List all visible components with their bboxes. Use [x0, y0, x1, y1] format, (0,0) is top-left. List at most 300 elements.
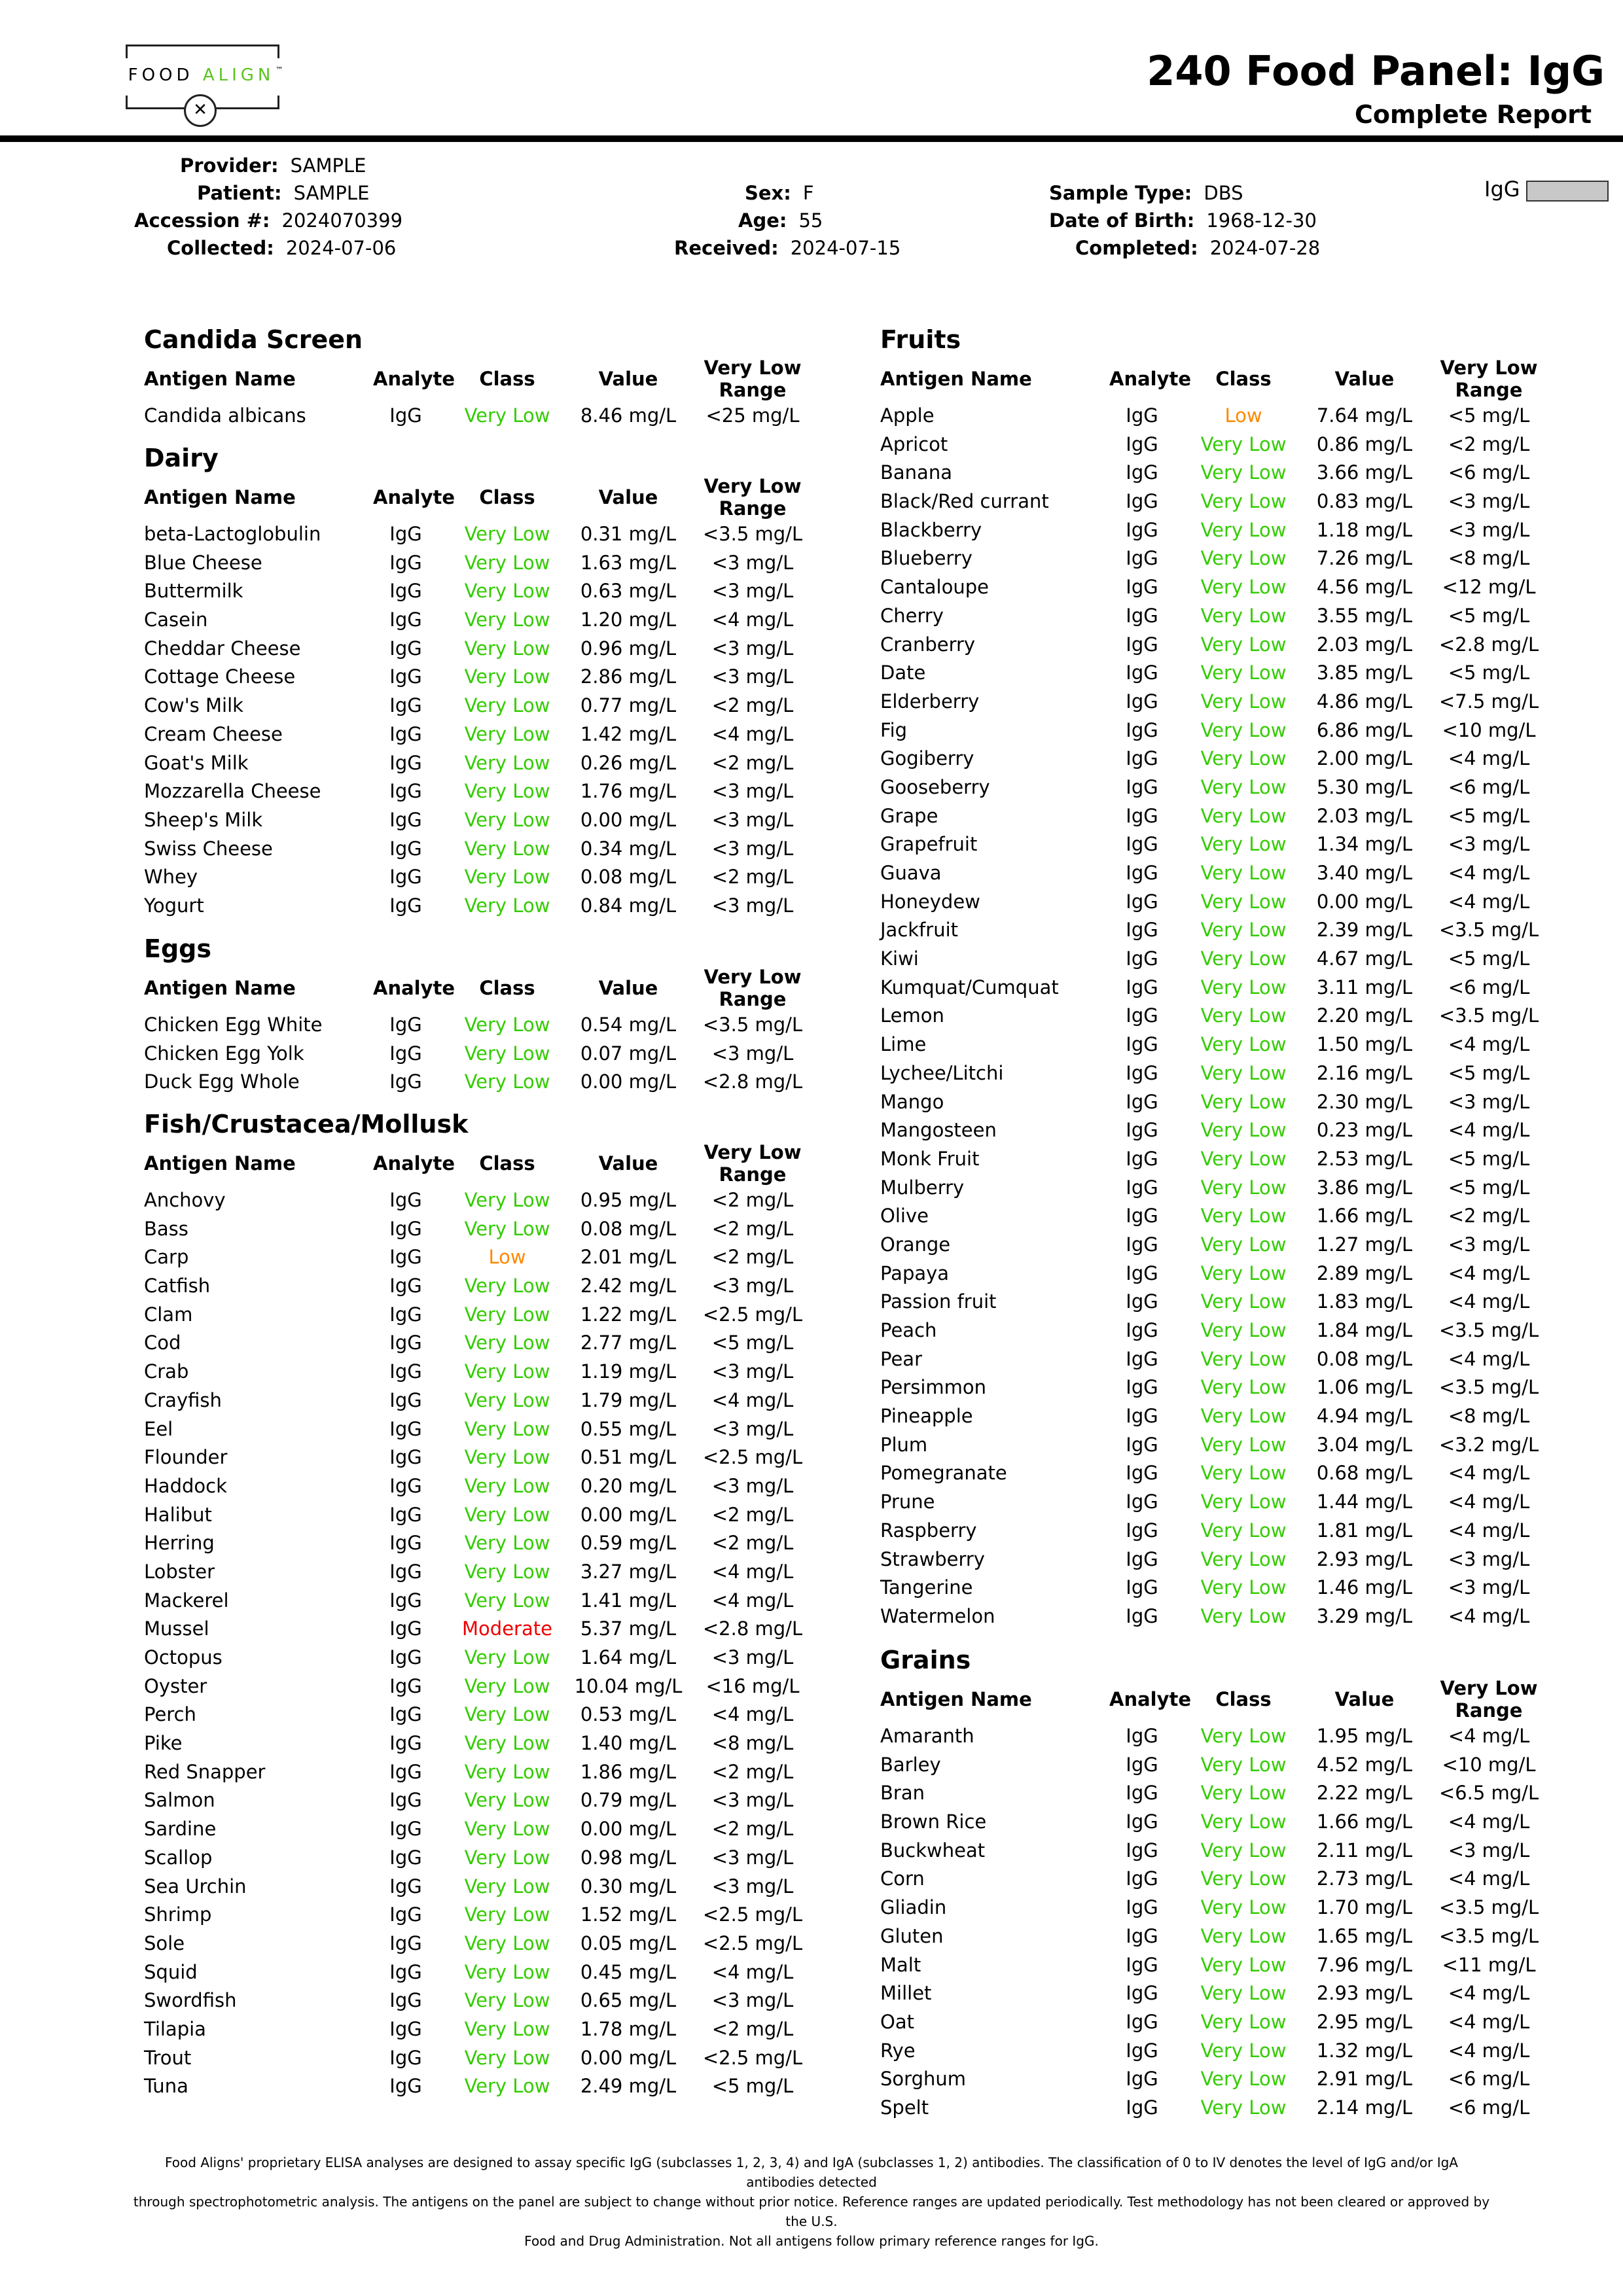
class-badge: Very Low — [1200, 1753, 1287, 1776]
table-row — [144, 1186, 805, 1215]
table-header — [144, 356, 805, 402]
class-badge: Very Low — [1200, 1896, 1287, 1919]
antigen-name: Mangosteen — [880, 1119, 997, 1142]
section-candida-screen — [144, 323, 805, 431]
reference-range: <2.5 mg/L — [702, 1903, 803, 1926]
class-badge: Very Low — [464, 1674, 550, 1697]
table-row — [880, 1174, 1541, 1203]
antigen-name: Oyster — [144, 1674, 207, 1697]
analyte: IgG — [389, 1532, 422, 1555]
value: 1.86 mg/L — [580, 1760, 677, 1783]
class-badge: Very Low — [1200, 1782, 1287, 1805]
antigen-name: Banana — [880, 461, 952, 484]
table-row — [144, 2015, 805, 2044]
accession-value: 2024070399 — [281, 209, 403, 232]
class-badge: Very Low — [1200, 1176, 1287, 1199]
reference-range: <5 mg/L — [1448, 804, 1530, 827]
reference-range: <3 mg/L — [1448, 1839, 1530, 1862]
table-row — [144, 635, 805, 663]
table-row — [880, 1459, 1541, 1488]
analyte: IgG — [1126, 1924, 1158, 1947]
value: 0.05 mg/L — [580, 1932, 677, 1954]
reference-range: <4 mg/L — [1448, 1033, 1530, 1056]
table-header — [144, 1140, 805, 1186]
reference-range: <6 mg/L — [1448, 2068, 1530, 2091]
antigen-name: Swiss Cheese — [144, 837, 273, 860]
value: 2.53 mg/L — [1316, 1147, 1413, 1170]
collected-row — [134, 234, 402, 262]
table-row — [880, 716, 1541, 745]
antigen-name: Pear — [880, 1347, 922, 1370]
value: 0.00 mg/L — [580, 1070, 677, 1093]
footer-line-1: Food Aligns' proprietary ELISA analyses are designed to assay specific IgG (subclasses 1, 2, 3, 4) and IgA (subclasses 1, 2) antibodies. The classification of 0 to IV denotes the level of IgG and/or IgA antibodies detected — [165, 2155, 1458, 2190]
value: 1.50 mg/L — [1316, 1033, 1413, 1056]
section-dairy — [144, 442, 805, 921]
value: 2.30 mg/L — [1316, 1090, 1413, 1113]
reference-range: <3.5 mg/L — [702, 523, 803, 545]
table-row — [880, 2094, 1541, 2123]
reference-range: <3.5 mg/L — [1438, 1896, 1539, 1919]
analyte: IgG — [389, 1732, 422, 1755]
analyte: IgG — [1126, 833, 1158, 856]
analyte: IgG — [389, 1646, 422, 1669]
antigen-name: Date — [880, 662, 926, 684]
reference-range: <3 mg/L — [1448, 1576, 1530, 1599]
table-row — [880, 1837, 1541, 1865]
class-badge: Very Low — [1200, 1491, 1287, 1513]
class-badge: Very Low — [464, 1989, 550, 2012]
analyte: IgG — [389, 866, 422, 889]
antigen-name: Cow's Milk — [144, 694, 243, 717]
value: 2.20 mg/L — [1316, 1004, 1413, 1027]
report-subtitle: Complete Report — [1354, 100, 1592, 129]
logo-text-align: ALIGN — [202, 65, 275, 85]
table-row — [880, 631, 1541, 660]
reference-range: <3 mg/L — [711, 894, 794, 917]
table-row — [144, 1529, 805, 1558]
reference-range: <8 mg/L — [1448, 1405, 1530, 1428]
header-range-line-1: Very Low — [704, 966, 802, 988]
antigen-name: Blueberry — [880, 547, 972, 570]
report-title: 240 Food Panel: IgG — [1147, 47, 1605, 95]
analyte: IgG — [389, 894, 422, 917]
header-antigen-name: Antigen Name — [880, 368, 1032, 390]
reference-range: <4 mg/L — [711, 1960, 794, 1983]
reference-range: <2 mg/L — [711, 1217, 794, 1240]
table-row — [880, 1231, 1541, 1260]
value: 1.20 mg/L — [580, 609, 677, 631]
reference-range: <6 mg/L — [1448, 976, 1530, 998]
class-badge: Very Low — [464, 722, 550, 745]
class-badge: Very Low — [1200, 1604, 1287, 1627]
table-row — [880, 1865, 1541, 1894]
value: 3.04 mg/L — [1316, 1433, 1413, 1456]
header-range-line-2: Range — [719, 379, 787, 401]
table-row — [144, 1358, 805, 1386]
table-row — [144, 1786, 805, 1815]
table-row — [880, 573, 1541, 602]
analyte: IgG — [1126, 1462, 1158, 1485]
patient-value: SAMPLE — [293, 182, 370, 204]
value: 0.45 mg/L — [580, 1960, 677, 1983]
analyte: IgG — [389, 722, 422, 745]
class-badge: Very Low — [464, 523, 550, 545]
class-badge: Very Low — [464, 1589, 550, 1612]
class-badge: Very Low — [464, 404, 550, 427]
antigen-name: Lobster — [144, 1560, 215, 1583]
reference-range: <3.5 mg/L — [702, 1014, 803, 1036]
reference-range: <3 mg/L — [711, 1846, 794, 1869]
analyte: IgG — [1126, 433, 1158, 455]
analyte: IgG — [1126, 804, 1158, 827]
class-badge: Very Low — [1200, 1810, 1287, 1833]
table-row — [144, 1443, 805, 1472]
table-row — [880, 544, 1541, 573]
antigen-name: Watermelon — [880, 1604, 995, 1627]
reference-range: <3.5 mg/L — [1438, 919, 1539, 942]
class-badge: Very Low — [1200, 747, 1287, 770]
class-badge: Very Low — [464, 694, 550, 717]
table-row — [144, 892, 805, 921]
value: 0.23 mg/L — [1316, 1119, 1413, 1142]
value: 1.34 mg/L — [1316, 833, 1413, 856]
analyte: IgG — [389, 637, 422, 660]
table-row — [144, 1958, 805, 1987]
reference-range: <3.5 mg/L — [1438, 1319, 1539, 1341]
analyte: IgG — [389, 1846, 422, 1869]
table-row — [144, 1901, 805, 1930]
analyte: IgG — [1126, 1061, 1158, 1084]
value: 1.81 mg/L — [1316, 1519, 1413, 1542]
reference-range: <2.5 mg/L — [702, 1446, 803, 1469]
antigen-name: Black/Red currant — [880, 490, 1049, 513]
antigen-name: Clam — [144, 1303, 193, 1326]
analyte: IgG — [389, 837, 422, 860]
igg-legend-label: IgG — [1484, 177, 1520, 202]
value: 0.07 mg/L — [580, 1042, 677, 1065]
class-badge: Very Low — [1200, 2010, 1287, 2033]
class-badge: Very Low — [1200, 490, 1287, 513]
analyte: IgG — [1126, 1262, 1158, 1284]
table-header — [880, 356, 1541, 402]
footer-line-2: through spectrophotometric analysis. The antigens on the panel are subject to change without prior notice. Reference ranges are updated periodically. Test methodology has not been cleared or approved by the U.S. — [133, 2194, 1490, 2229]
class-badge: Very Low — [464, 1875, 550, 1898]
antigen-name: Scallop — [144, 1846, 213, 1869]
reference-range: <5 mg/L — [711, 1332, 794, 1354]
reference-range: <3 mg/L — [711, 1275, 794, 1298]
class-badge: Very Low — [464, 1275, 550, 1298]
class-badge: Very Low — [1200, 1462, 1287, 1485]
header-range-line-2: Range — [1455, 1699, 1523, 1722]
analyte: IgG — [389, 1042, 422, 1065]
header-range-line-2: Range — [719, 1163, 787, 1186]
antigen-name: Mango — [880, 1090, 944, 1113]
table-row — [880, 1488, 1541, 1517]
analyte: IgG — [389, 1589, 422, 1612]
antigen-name: Lemon — [880, 1004, 944, 1027]
class-badge: Very Low — [1200, 775, 1287, 798]
table-row — [144, 577, 805, 606]
header-antigen-name: Antigen Name — [144, 977, 296, 999]
value: 1.27 mg/L — [1316, 1233, 1413, 1256]
header-antigen-name: Antigen Name — [880, 1688, 1032, 1710]
antigen-name: Crayfish — [144, 1388, 222, 1411]
table-row — [880, 1431, 1541, 1460]
value: 5.37 mg/L — [580, 1617, 677, 1640]
analyte: IgG — [389, 1446, 422, 1469]
table-row — [144, 1644, 805, 1672]
header-analyte: Analyte — [373, 1152, 455, 1174]
reference-range: <4 mg/L — [711, 1560, 794, 1583]
logo-text-food: FOOD — [128, 65, 194, 85]
received-label: Received: — [674, 237, 779, 259]
class-badge: Very Low — [464, 1732, 550, 1755]
table-row — [880, 1545, 1541, 1574]
table-row — [144, 1987, 805, 2015]
header-antigen-name: Antigen Name — [144, 486, 296, 508]
reference-range: <3 mg/L — [711, 1474, 794, 1497]
analyte: IgG — [1126, 1405, 1158, 1428]
antigen-name: Spelt — [880, 2096, 929, 2119]
provider-row — [134, 152, 402, 179]
value: 3.86 mg/L — [1316, 1176, 1413, 1199]
value: 3.85 mg/L — [1316, 662, 1413, 684]
antigen-name: Duck Egg Whole — [144, 1070, 300, 1093]
analyte: IgG — [389, 1674, 422, 1697]
value: 1.95 mg/L — [1316, 1725, 1413, 1747]
value: 1.41 mg/L — [580, 1589, 677, 1612]
value: 2.11 mg/L — [1316, 1839, 1413, 1862]
antigen-name: Prune — [880, 1491, 935, 1513]
analyte: IgG — [1126, 1519, 1158, 1542]
table-row — [880, 974, 1541, 1002]
reference-range: <4 mg/L — [711, 609, 794, 631]
reference-range: <3 mg/L — [711, 837, 794, 860]
value: 7.96 mg/L — [1316, 1953, 1413, 1976]
header-very-low-range — [700, 966, 805, 1010]
reference-range: <2 mg/L — [1448, 1205, 1530, 1227]
antigen-name: Kiwi — [880, 947, 919, 970]
patient-row — [134, 179, 402, 207]
received-value: 2024-07-15 — [790, 237, 901, 259]
value: 0.65 mg/L — [580, 1989, 677, 2012]
reference-range: <3 mg/L — [711, 665, 794, 688]
antigen-name: Goat's Milk — [144, 751, 249, 774]
table-row — [144, 1068, 805, 1097]
class-badge: Very Low — [464, 1703, 550, 1726]
class-badge: Very Low — [464, 894, 550, 917]
antigen-name: Gooseberry — [880, 775, 990, 798]
antigen-name: Millet — [880, 1982, 932, 2005]
antigen-name: Honeydew — [880, 890, 980, 913]
header-value: Value — [598, 368, 658, 390]
age-value: 55 — [798, 209, 823, 232]
header-value: Value — [598, 1152, 658, 1174]
value: 10.04 mg/L — [574, 1674, 683, 1697]
analyte: IgG — [389, 1760, 422, 1783]
analyte: IgG — [1126, 461, 1158, 484]
table-row — [880, 1002, 1541, 1031]
reference-range: <2 mg/L — [711, 1532, 794, 1555]
reference-range: <4 mg/L — [711, 1589, 794, 1612]
header-very-low-range — [700, 475, 805, 520]
table-row — [144, 1615, 805, 1644]
antigen-name: Amaranth — [880, 1725, 974, 1747]
footer-line-3: Food and Drug Administration. Not all antigens follow primary reference ranges for IgG. — [524, 2233, 1099, 2249]
class-badge: Very Low — [1200, 2039, 1287, 2062]
header-class: Class — [1215, 368, 1272, 390]
header-value: Value — [1334, 1688, 1395, 1710]
analyte: IgG — [389, 1789, 422, 1812]
antigen-name: Chicken Egg Yolk — [144, 1042, 304, 1065]
header-very-low-range — [1436, 357, 1541, 401]
value: 1.19 mg/L — [580, 1360, 677, 1383]
value: 2.93 mg/L — [1316, 1547, 1413, 1570]
reference-range: <2 mg/L — [711, 751, 794, 774]
table-row — [144, 1587, 805, 1616]
header-range-line-2: Range — [719, 988, 787, 1010]
analyte: IgG — [1126, 1433, 1158, 1456]
table-row — [880, 402, 1541, 431]
class-badge: Very Low — [464, 1014, 550, 1036]
class-badge: Very Low — [1200, 576, 1287, 599]
reference-range: <5 mg/L — [1448, 404, 1530, 427]
value: 1.65 mg/L — [1316, 1924, 1413, 1947]
table-row — [144, 1815, 805, 1844]
reference-range: <4 mg/L — [1448, 1119, 1530, 1142]
antigen-name: Monk Fruit — [880, 1147, 980, 1170]
antigen-name: Cottage Cheese — [144, 665, 296, 688]
reference-range: <4 mg/L — [1448, 1262, 1530, 1284]
reference-range: <2 mg/L — [711, 1189, 794, 1211]
analyte: IgG — [389, 1070, 422, 1093]
provider-label: Provider: — [180, 154, 279, 177]
reference-range: <2 mg/L — [711, 1760, 794, 1783]
patient-label: Patient: — [197, 182, 282, 204]
table-row — [880, 1316, 1541, 1345]
value: 4.52 mg/L — [1316, 1753, 1413, 1776]
header-class: Class — [479, 368, 535, 390]
table-row — [144, 663, 805, 692]
reference-range: <7.5 mg/L — [1438, 690, 1539, 713]
class-badge: Very Low — [1200, 1953, 1287, 1976]
value: 4.94 mg/L — [1316, 1405, 1413, 1428]
antigen-name: Cherry — [880, 604, 944, 627]
value: 0.30 mg/L — [580, 1875, 677, 1898]
header-antigen-name: Antigen Name — [144, 368, 296, 390]
table-header — [880, 1676, 1541, 1722]
value: 7.26 mg/L — [1316, 547, 1413, 570]
analyte: IgG — [389, 1303, 422, 1326]
antigen-name: Salmon — [144, 1789, 215, 1812]
analyte: IgG — [389, 1189, 422, 1211]
header-class: Class — [1215, 1688, 1272, 1710]
table-row — [144, 1386, 805, 1415]
table-row — [880, 773, 1541, 802]
value: 0.83 mg/L — [1316, 490, 1413, 513]
value: 3.66 mg/L — [1316, 461, 1413, 484]
reference-range: <4 mg/L — [1448, 2039, 1530, 2062]
class-badge: Very Low — [1200, 1205, 1287, 1227]
class-badge: Very Low — [1200, 947, 1287, 970]
reference-range: <2.5 mg/L — [702, 1303, 803, 1326]
analyte: IgG — [1126, 2068, 1158, 2091]
sex-label: Sex: — [745, 182, 791, 204]
table-row — [144, 1011, 805, 1040]
analyte: IgG — [1126, 1290, 1158, 1313]
reference-range: <3.5 mg/L — [1438, 1376, 1539, 1399]
antigen-name: Yogurt — [144, 894, 204, 917]
value: 1.66 mg/L — [1316, 1810, 1413, 1833]
header-class: Class — [479, 1152, 535, 1174]
header-analyte: Analyte — [1109, 1688, 1192, 1710]
class-badge: Very Low — [1200, 604, 1287, 627]
patient-info-col3 — [1049, 179, 1320, 262]
analyte: IgG — [389, 1275, 422, 1298]
table-row — [880, 516, 1541, 545]
value: 0.00 mg/L — [1316, 890, 1413, 913]
analyte: IgG — [389, 1246, 422, 1269]
header-value: Value — [1334, 368, 1395, 390]
reference-range: <2 mg/L — [711, 2017, 794, 2040]
analyte: IgG — [389, 1617, 422, 1640]
table-row — [144, 806, 805, 835]
table-row — [880, 431, 1541, 459]
analyte: IgG — [1126, 490, 1158, 513]
received-row — [674, 234, 901, 262]
class-badge: Very Low — [464, 2046, 550, 2069]
header-divider — [0, 135, 1623, 142]
class-badge: Very Low — [464, 1903, 550, 1926]
section-title: Fish/Crustacea/Mollusk — [144, 1110, 469, 1139]
table-row — [880, 1288, 1541, 1316]
header-range-line-1: Very Low — [1440, 1677, 1538, 1699]
antigen-name: Bass — [144, 1217, 188, 1240]
reference-range: <8 mg/L — [711, 1732, 794, 1755]
value: 1.76 mg/L — [580, 780, 677, 803]
reference-range: <25 mg/L — [705, 404, 800, 427]
class-badge: Very Low — [1200, 1839, 1287, 1862]
value: 2.03 mg/L — [1316, 804, 1413, 827]
reference-range: <4 mg/L — [1448, 862, 1530, 884]
logo-frame-top — [126, 44, 279, 58]
reference-range: <6 mg/L — [1448, 775, 1530, 798]
analyte: IgG — [1126, 947, 1158, 970]
antigen-name: Casein — [144, 609, 208, 631]
table-row — [880, 888, 1541, 917]
table-row — [880, 459, 1541, 487]
value: 0.79 mg/L — [580, 1789, 677, 1812]
reference-range: <4 mg/L — [1448, 1725, 1530, 1747]
reference-range: <3.2 mg/L — [1438, 1433, 1539, 1456]
antigen-name: Halibut — [144, 1503, 212, 1526]
table-row — [880, 1031, 1541, 1059]
antigen-name: Blue Cheese — [144, 551, 262, 574]
analyte: IgG — [1126, 1176, 1158, 1199]
table-row — [144, 1701, 805, 1729]
value: 3.40 mg/L — [1316, 862, 1413, 884]
antigen-name: beta-Lactoglobulin — [144, 523, 321, 545]
reference-range: <4 mg/L — [711, 722, 794, 745]
sample-type-value: DBS — [1204, 182, 1243, 204]
table-header — [144, 965, 805, 1011]
antigen-name: Cheddar Cheese — [144, 637, 301, 660]
analyte: IgG — [1126, 1491, 1158, 1513]
value: 3.27 mg/L — [580, 1560, 677, 1583]
completed-label: Completed: — [1075, 237, 1198, 259]
analyte: IgG — [1126, 1604, 1158, 1627]
age-row — [674, 207, 901, 234]
